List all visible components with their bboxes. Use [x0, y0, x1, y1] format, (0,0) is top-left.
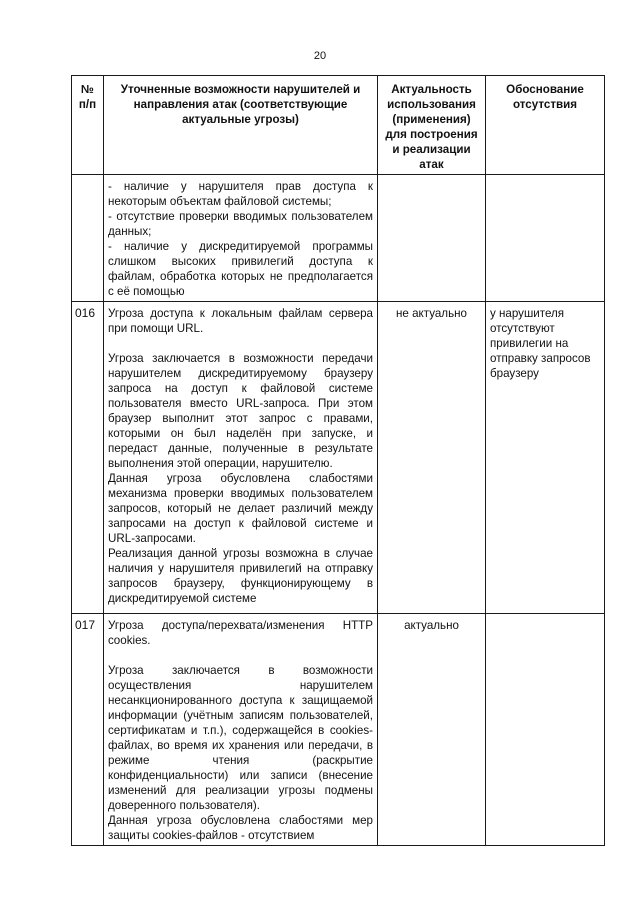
paragraph-gap — [108, 336, 373, 351]
threat-title: Угроза доступа/перехвата/изменения HTTP cookies. — [108, 619, 373, 647]
description-paragraph: Данная угроза обусловлена слабостями мер защиты cookies-файлов - отсутствием — [108, 814, 373, 842]
row-number — [72, 175, 104, 302]
header-justification: Обоснование отсутствия — [486, 76, 605, 175]
description-paragraph: - отсутствие проверки вводимых пользователем данных; — [108, 210, 373, 238]
table-row — [72, 614, 605, 846]
table-row — [72, 302, 605, 614]
row-number: 017 — [72, 614, 104, 846]
description-paragraph: Угроза заключается в возможности осуществления нарушителем несанкционированного доступа к защищаемой информации (учётным записям пользователей, сертификатам и т.п.), содержащейся в cookies-файлах, во время их хранения или передачи, в режиме чтения (раскрытие конфиденциальности) или записи (внесение изменений для реализации угрозы подмены доверенного пользователя). — [108, 664, 373, 812]
threat-table — [71, 75, 605, 846]
row-actuality: не актуально — [378, 302, 486, 614]
row-description — [104, 175, 378, 302]
row-description — [104, 614, 378, 846]
table-row — [72, 175, 605, 302]
description-paragraph: - наличие у дискредитируемой программы слишком высоких привилегий доступа к файлам, обработка которых не предполагается с её помощью — [108, 240, 373, 298]
header-actuality: Актуальность использования (применения) для построения и реализации атак — [378, 76, 486, 175]
description-paragraph: - наличие у нарушителя прав доступа к некоторым объектам файловой системы; — [108, 180, 373, 208]
row-number: 016 — [72, 302, 104, 614]
description-paragraph: Реализация данной угрозы возможна в случае наличия у нарушителя привилегий на отправку запросов браузеру, функционирующему в дискредитируемой системе — [108, 547, 373, 605]
row-justification — [486, 614, 605, 846]
description-paragraph: Угроза заключается в возможности передачи нарушителем дискредитируемому браузеру запроса на доступ к файловой системе пользователя вместо URL-запроса. При этом браузер выполнит этот запрос с правами, которыми он был наделён при запуске, и передаст данные, полученные в результате выполнения этой операции, нарушителю. — [108, 352, 373, 470]
header-capabilities: Уточненные возможности нарушителей и направления атак (соответствующие актуальные угрозы) — [104, 76, 378, 175]
row-actuality: актуально — [378, 614, 486, 846]
row-description — [104, 302, 378, 614]
row-justification — [486, 175, 605, 302]
row-actuality — [378, 175, 486, 302]
description-paragraph: Данная угроза обусловлена слабостями механизма проверки вводимых пользователем запросов, который не делает различий между запросами на доступ к файловой системе и URL-запросами. — [108, 472, 373, 545]
row-justification: у нарушителя отсутствуют привилегии на отправку запросов браузеру — [486, 302, 605, 614]
header-number: № п/п — [72, 76, 104, 175]
threat-title: Угроза доступа к локальным файлам сервера при помощи URL. — [108, 307, 373, 335]
page-number: 20 — [313, 50, 327, 62]
paragraph-gap — [108, 648, 373, 663]
table-header-row — [72, 76, 605, 175]
